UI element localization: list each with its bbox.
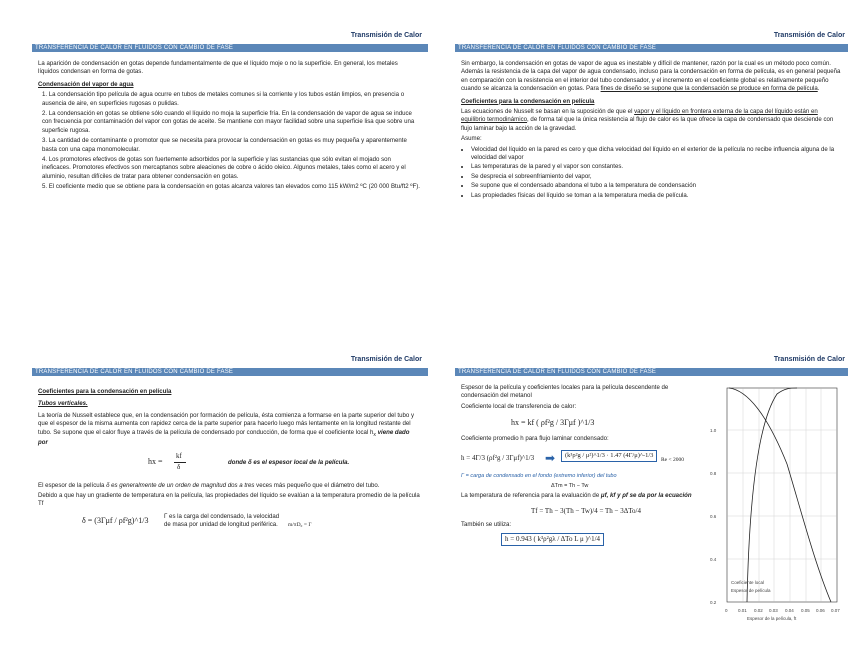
x-tick-label: 0.07 xyxy=(831,608,840,613)
list-item: 1. La condensación tipo película de agua ocurre en tubos de metales comunes si la corriente y los tubos están limpios, en presencia o ausencia de aire, en superficies rugosas o pulidas. xyxy=(42,91,405,107)
underlined-text: vapor y el líquido en frontera externa de la capa del líquido están en equilibrio termodinámico xyxy=(461,108,818,124)
list-item: 5. El coeficiente medio que se obtiene para la condensación en gotas alcanza valores tan elevados como 115 kW/m2 ºC (20 000 Btu/ft2 ºF). xyxy=(42,183,420,191)
y-tick-label: 1.0 xyxy=(710,428,717,433)
text-span: viene dado por xyxy=(38,428,410,447)
x-tick-label: 0 xyxy=(725,608,728,613)
slide-body xyxy=(461,60,843,201)
equation-row xyxy=(38,511,420,541)
equation-extra: m/πD₀ = Γ xyxy=(288,521,312,528)
equation-note: ΔTm = Th − Tw xyxy=(551,483,589,490)
x-tick-label: 0.01 xyxy=(738,608,747,613)
brand-label: Transmisión de Calor xyxy=(350,32,422,39)
paragraph: También se utiliza: xyxy=(461,520,512,528)
equation-lhs: hx = xyxy=(148,456,163,466)
section-band: TRANSFERENCIA DE CALOR EN FLUIDOS CON CAMBIO DE FASE xyxy=(455,368,848,376)
x-tick-label: 0.06 xyxy=(816,608,825,613)
italic-text: μf, kf y ρf se da por la ecuación xyxy=(600,492,692,500)
equation-note: donde δ es el espesor local de la película. xyxy=(228,458,350,466)
brand-label: Transmisión de Calor xyxy=(773,356,845,363)
section-band: TRANSFERENCIA DE CALOR EN FLUIDOS CON CAMBIO DE FASE xyxy=(32,44,428,52)
equation: hx = kf ( ρf²g / 3Γμf )^1/3 xyxy=(511,418,595,428)
y-tick-label: 0.8 xyxy=(710,471,717,476)
text-span: , de forma tal que la única resistencia al flujo de calor es la que ofrece la capa de condensado que desciende con flujo laminar bajo la acción de la gravedad. xyxy=(461,116,834,132)
slide-3 xyxy=(32,352,428,652)
slide-body xyxy=(38,384,420,541)
underlined-text: fines de diseño se supone que la condensación se produce en forma de película xyxy=(600,85,818,93)
arrow-icon: ➡ xyxy=(545,450,556,465)
paragraph: Coeficiente local de transferencia de calor: xyxy=(461,402,577,410)
section-band: TRANSFERENCIA DE CALOR EN FLUIDOS CON CAMBIO DE FASE xyxy=(455,44,848,52)
list-item: • Se supone que el condensado abandona el tubo a la temperatura de condensación xyxy=(471,182,843,190)
list-item: 2. La condensación en gotas se obtiene sólo cuando el líquido no moja la superficie fría. En la condensación de vapor de agua se induce con frecuencia por contaminación del vapor con gotas de aceite. Se mantiene con mayor facilidad sobre una superficie lisa que sobre una superficie rugosa. xyxy=(42,110,415,134)
film-chart xyxy=(707,384,847,646)
boxed-equation: h = 0.943 ( k³ρ²gλ / ΔTo L μ )^1/4 xyxy=(501,533,604,545)
slide-4 xyxy=(455,352,848,652)
paragraph xyxy=(461,108,843,133)
x-tick-label: 0.04 xyxy=(785,608,794,613)
bullet-list xyxy=(461,146,843,200)
equation: h = 4Γ/3 (ρf²g / 3Γμf)^1/3 xyxy=(461,453,535,462)
chart-frame xyxy=(727,388,837,602)
film-thickness-curve xyxy=(747,388,797,602)
subheading: Tubos verticales. xyxy=(38,400,88,408)
slide-body xyxy=(38,60,420,194)
slide-2 xyxy=(455,28,848,328)
subscript: x xyxy=(373,431,376,438)
text-span: . xyxy=(817,85,820,93)
equation-row xyxy=(461,503,701,521)
list-item: 3. La cantidad de contaminante o promotor que se necesita para provocar la condensación en gotas es muy pequeña y aparentemente basta con una capa monomolecular. xyxy=(42,137,407,153)
text-span: veces más pequeño que el diámetro del tubo. xyxy=(254,481,380,489)
x-tick-label: 0.05 xyxy=(801,608,810,613)
brand-label: Transmisión de Calor xyxy=(350,356,422,363)
paragraph: Coeficiente promedio h para flujo laminar condensado: xyxy=(461,435,609,443)
list-item: • Las temperaturas de la pared y el vapor son constantes. xyxy=(471,163,843,171)
x-tick-label: 0.02 xyxy=(754,608,763,613)
x-tick-label: 0.03 xyxy=(769,608,778,613)
y-tick-label: 0.4 xyxy=(710,557,717,562)
list-item: • Velocidad del líquido en la pared es cero y que dicha velocidad del líquido en el exterior de la película no recibe influencia alguna de la velocidad del vapor xyxy=(471,146,843,163)
equation: Tf = Th − 3(Th − Tw)/4 = Th − 3ΔTo/4 xyxy=(531,506,641,515)
equation-condition: Re < 2000 xyxy=(661,456,684,463)
italic-text: δ es generalmente de un orden de magnitud dos a tres xyxy=(106,481,255,489)
section-heading: Coeficientes para la condensación en película xyxy=(461,97,595,105)
paragraph: Espesor de la película y coeficientes locales para la película descendente de condensación del metanol xyxy=(461,384,669,400)
x-axis-label: Espesor de la película, ft xyxy=(747,616,797,621)
chart-grid xyxy=(727,388,837,602)
list-item: • Se desprecia el sobreenfriamiento del vapor, xyxy=(471,173,843,181)
section-heading: Coeficientes para la condensación en película xyxy=(38,388,172,395)
brand-label: Transmisión de Calor xyxy=(773,32,845,39)
list-item: 4. Los promotores efectivos de gotas son fuertemente adsorbidos por la superficie y las sustancias que sólo evitan el mojado son ineficaces. Promotores efectivos son mercaptanos sobre aleaciones de cobre o ácido oleico. Algunos metales, tales como el acero y el aluminio, resultan difíciles de tratar para obtener condensación en gotas. xyxy=(42,156,406,180)
equation: δ = (3Γμf / ρf²g)^1/3 xyxy=(82,515,149,525)
equation-row xyxy=(461,446,701,472)
text-span: La temperatura de referencia para la evaluación de xyxy=(461,492,601,500)
paragraph xyxy=(461,60,843,94)
paragraph: Debido a que hay un gradiente de temperatura en la película, las propiedades del líquido se evalúan a la temperatura promedio de la película Tf xyxy=(38,492,420,508)
slide-1 xyxy=(32,28,428,328)
y-tick-label: 0.2 xyxy=(710,600,717,605)
paragraph xyxy=(461,492,701,500)
legend-entry: Espesor de película xyxy=(731,588,771,593)
boxed-equation: (k³ρ²g / μ²)^1/3 · 1.47 (4Γ/μ)^-1/3 xyxy=(561,450,657,462)
text-span: Las ecuaciones de Nusselt se basan en la suposición de que el xyxy=(461,108,635,116)
equation-note: Γ es la carga del condensado, la velocidad de masa por unidad de longitud periférica. xyxy=(164,512,280,529)
equation-note: Γ = carga de condensado en el fondo (extremo inferior) del tubo xyxy=(461,472,617,479)
list-item: • Las propiedades físicas del líquido se toman a la temperatura media de película. xyxy=(471,192,843,200)
numbered-list xyxy=(38,91,420,191)
chart-svg xyxy=(707,384,847,646)
local-coefficient-curve xyxy=(729,388,831,602)
equation-row xyxy=(461,531,701,553)
y-tick-label: 0.6 xyxy=(710,514,717,519)
equation-numerator: kf xyxy=(176,451,182,460)
section-band: TRANSFERENCIA DE CALOR EN FLUIDOS CON CAMBIO DE FASE xyxy=(32,368,428,376)
intro-paragraph: La aparición de condensación en gotas depende fundamentalmente de que el líquido moje o no la superficie. En general, los metales líquidos condensan en forma de gotas. xyxy=(38,60,398,76)
equation-denominator: δ xyxy=(177,462,181,471)
slide-body xyxy=(461,384,701,553)
legend-entry: Coeficiente local xyxy=(731,580,765,585)
paragraph xyxy=(38,412,420,448)
equation-row xyxy=(38,450,420,482)
text-span: El espesor de la película xyxy=(38,481,107,489)
section-heading: Condensación del vapor de agua xyxy=(38,80,134,88)
text-span: La teoría de Nusselt establece que, en la condensación por formación de película, ésta comienza a formarse en la parte superior del tubo y que el espesor de la misma aumenta con rapidez cerca de la parte superior para hacerlo luego más lentamente en la longitud restante del tubo. Se supone que el calor fluye a través de la película de condensado por conducción, de forma que el coeficiente local h xyxy=(38,411,415,436)
paragraph xyxy=(38,482,420,490)
assume-label: Asume: xyxy=(461,135,482,143)
text-span: Sin embargo, la condensación en gotas de vapor de agua es inestable y difícil de mantener, razón por la cual es un método poco común. Además la resistencia de la capa del vapor de agua condensado, incluso para la condensación en forma de película, es en general pequeña en comparación con la resistencia en el interior del tubo condensador, y el incremento en el coeficiente global es relativamente pequeño cuando se alcanza la condensación en gotas. Para xyxy=(461,60,841,93)
equation-row xyxy=(461,413,701,435)
